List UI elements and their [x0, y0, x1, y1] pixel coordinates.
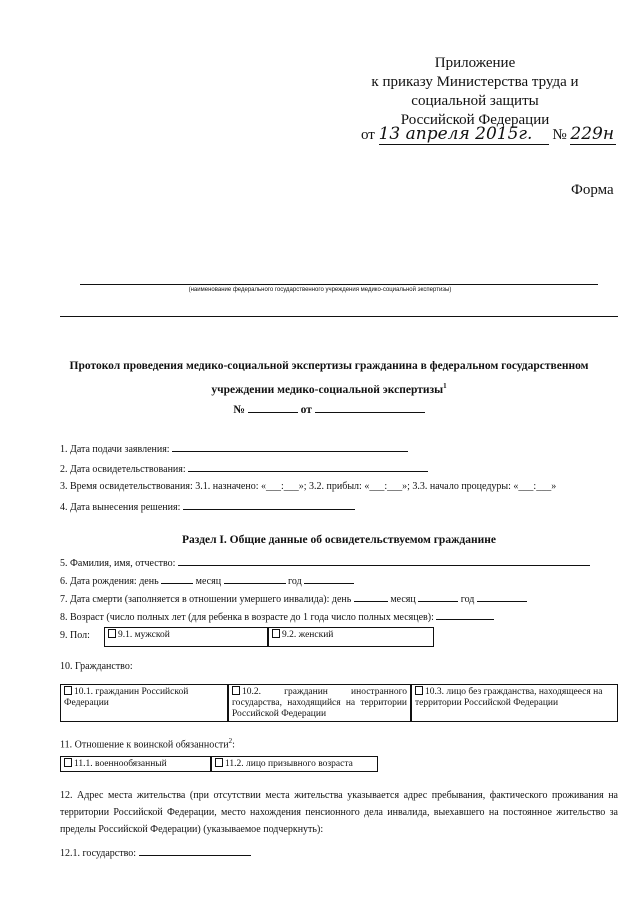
institution-caption: (наименование федерального государственного учреждения медико-социальной экспертизы): [188, 287, 452, 293]
appendix-line1: Приложение: [434, 55, 516, 71]
appendix-line3: социальной защиты: [411, 93, 539, 109]
field-3-3-label: 3.3. начало процедуры:: [412, 481, 511, 492]
field-11-2-label: 11.2. лицо призывного возраста: [225, 759, 353, 769]
field-3-2-label: 3.2. прибыл:: [309, 481, 362, 492]
field-11-label-wrap: 11. Отношение к воинской обязанности$^2$:: [60, 737, 235, 751]
protocol-footnote-1: 1: [443, 382, 447, 390]
field-4-row: [60, 500, 355, 513]
field-1-input[interactable]: [172, 442, 408, 452]
citizen-rf-checkbox[interactable]: [64, 686, 72, 695]
protocol-from-label: от: [300, 404, 312, 416]
protocol-title-line2: учреждении медико-социальной экспертизы: [211, 383, 444, 396]
field-8-label: 8. Возраст (число полных лет (для ребенка в возрасте до 1 года число полных месяцев):: [60, 612, 434, 623]
protocol-number-line: [40, 403, 618, 416]
field-6-year-input[interactable]: [304, 574, 354, 584]
field-9-2-label: 9.2. женский: [282, 630, 334, 640]
appendix-line4: Российской Федерации: [400, 112, 550, 128]
field-12-1-label: 12.1. государство:: [60, 848, 137, 859]
order-number-handwritten: 229н: [570, 124, 616, 145]
field-12-1-input[interactable]: [139, 846, 251, 856]
section-1-title: Раздел I. Общие данные об освидетельствуемом гражданине: [182, 534, 496, 546]
field-10-3-cell[interactable]: [411, 684, 618, 722]
conscript-checkbox[interactable]: [215, 758, 223, 767]
field-10-1-cell[interactable]: [60, 684, 228, 722]
institution-name-line: [80, 284, 598, 285]
field-5-row: [60, 556, 590, 569]
field-11-1-cell[interactable]: [60, 756, 211, 772]
field-6-year-label: год: [288, 576, 302, 587]
field-10-2-label: 10.2. гражданин иностранного государства, находящийся на территории Российской Федерации: [232, 687, 407, 719]
field-9-2-cell[interactable]: [268, 627, 434, 647]
field-11-1-label: 11.1. военнообязанный: [74, 759, 167, 769]
field-7-year-input[interactable]: [477, 592, 527, 602]
field-12-text: 12. Адрес места жительства (при отсутствии места жительства указывается адрес пребывания, фактического проживания на территории Российской Федерации, место нахождения пенсионного дела инвалида, выехавшего на постоянное жительство за пределы Российской Федерации) (указываемое подчеркнуть):: [60, 790, 618, 835]
field-2-label: 2. Дата освидетельствования:: [60, 464, 186, 475]
field-6-month-label: месяц: [195, 576, 222, 587]
field-7-day-label: 7. Дата смерти (заполняется в отношении умершего инвалида): день: [60, 594, 352, 605]
field-8-input[interactable]: [436, 610, 494, 620]
field-7-year-label: год: [460, 594, 475, 605]
field-1-row: [60, 442, 408, 455]
field-3-3-input[interactable]: «___:___»: [513, 481, 557, 492]
field-7-row: [60, 592, 527, 605]
field-7-month-label: месяц: [390, 594, 416, 605]
order-date-line: [361, 124, 616, 145]
field-10-2-cell[interactable]: [228, 684, 411, 722]
protocol-title-line1: Протокол проведения медико-социальной экспертизы гражданина в федеральном государственном: [69, 360, 589, 372]
protocol-date-field[interactable]: [315, 403, 425, 413]
field-4-label: 4. Дата вынесения решения:: [60, 502, 181, 513]
appendix-line2: к приказу Министерства труда и: [371, 74, 579, 90]
field-11-footnote: 2: [228, 737, 233, 745]
order-number-label: №: [552, 127, 567, 143]
liable-checkbox[interactable]: [64, 758, 72, 767]
field-3-1-input[interactable]: «___:___»;: [260, 481, 307, 492]
protocol-number-label: №: [233, 404, 245, 416]
field-3-2-input[interactable]: «___:___»;: [364, 481, 410, 492]
field-5-label: 5. Фамилия, имя, отчество:: [60, 558, 176, 569]
field-11-2-cell[interactable]: [211, 756, 378, 772]
field-6-row: [60, 574, 354, 587]
field-9-1-cell[interactable]: [104, 627, 268, 647]
field-3-label: 3. Время освидетельствования: 3.1. назначено:: [60, 481, 259, 492]
field-8-row: [60, 610, 494, 623]
field-6-day-input[interactable]: [161, 574, 193, 584]
appendix-header: [350, 54, 600, 130]
field-2-row: [60, 462, 428, 475]
form-label: Форма: [571, 182, 614, 198]
field-11-label: 11. Отношение к воинской обязанности: [60, 739, 229, 751]
field-1-label: 1. Дата подачи заявления:: [60, 444, 170, 455]
field-4-input[interactable]: [183, 500, 355, 510]
female-checkbox[interactable]: [272, 629, 280, 638]
field-9-label: 9. Пол:: [60, 630, 90, 641]
field-10-label: 10. Гражданство:: [60, 661, 133, 672]
field-9-1-label: 9.1. мужской: [118, 630, 170, 640]
order-date-handwritten: 13 апреля 2015г.: [379, 124, 549, 145]
field-12-1-row: [60, 846, 251, 859]
protocol-title-line2-wrap: [40, 382, 618, 396]
foreign-citizen-checkbox[interactable]: [232, 686, 240, 695]
field-6-month-input[interactable]: [224, 574, 286, 584]
male-checkbox[interactable]: [108, 629, 116, 638]
field-6-day-label: 6. Дата рождения: день: [60, 576, 159, 587]
field-10-3-label: 10.3. лицо без гражданства, находящееся на территории Российской Федерации: [415, 687, 603, 708]
order-from-label: от: [361, 127, 375, 143]
field-3-row: [60, 481, 556, 492]
field-7-day-input[interactable]: [354, 592, 388, 602]
protocol-number-field[interactable]: [248, 403, 298, 413]
field-7-month-input[interactable]: [418, 592, 458, 602]
field-2-input[interactable]: [188, 462, 428, 472]
field-5-input[interactable]: [178, 556, 590, 566]
stateless-checkbox[interactable]: [415, 686, 423, 695]
divider: [60, 316, 618, 317]
field-10-1-label: 10.1. гражданин Российской Федерации: [64, 687, 189, 708]
